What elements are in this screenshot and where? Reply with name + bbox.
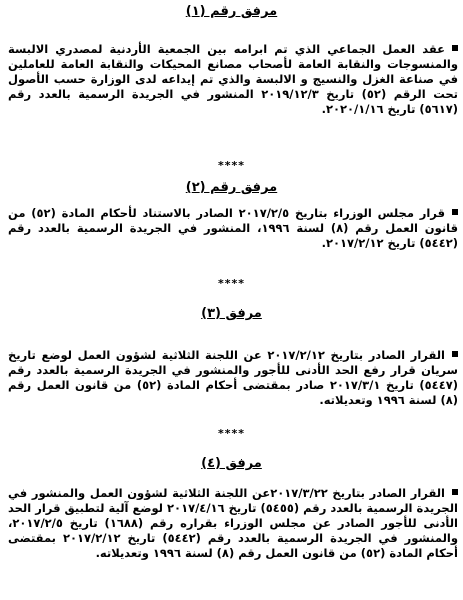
attachment-4-text: القرار الصادر بتاريخ ٢٠١٧/٣/٢٢عن اللجنة الثلاثية لشؤون العمل والمنشور في الجريدة الرسمية بالعدد رقم (٥٤٥٥) تاريخ ٢٠١٧/٤/١٦ لوضع آلية لتطبيق قرار الحد الأدنى للأجور الصادر عن مجلس الوزراء بقراره رقم (١٦٨٨) تاريخ ٢٠١٧/٢/٥، والمنشور في الجريدة الرسمية بالعدد رقم (٥٤٤٢) تاريخ ٢٠١٧/٢/١٢ بمقتضى أحكام المادة (٥٢) من قانون العمل رقم (٨) لسنة ١٩٩٦ وتعديلاته. [8, 486, 458, 560]
bullet-icon [452, 209, 458, 215]
bullet-icon [452, 351, 458, 357]
attachment-4-paragraph [8, 486, 458, 561]
attachment-2-text: قرار مجلس الوزراء بتاريخ ٢٠١٧/٢/٥ الصادر بالاستناد لأحكام المادة (٥٢) من قانون العمل رقم (٨) لسنة ١٩٩٦، المنشور في الجريدة الرسمية بالعدد رقم (٥٤٤٢) تاريخ ٢٠١٧/٢/١٢. [8, 206, 458, 250]
attachment-3-heading: مرفق (٣) [201, 306, 262, 321]
attachment-1-heading: مرفق رقم (١) [185, 4, 278, 19]
attachment-3-paragraph [8, 348, 458, 408]
bullet-icon [452, 489, 458, 495]
attachment-2-paragraph [8, 206, 458, 251]
attachment-1-text: عقد العمل الجماعي الذي تم ابرامه بين الجمعية الأردنية لمصدري الالبسة والمنسوجات والنقابة العامة لأصحاب مصانع المحيكات والنقابة العامة للعاملين في صناعة الغزل والنسيج و الالبسة والذي تم إيداعه لدى الوزارة حسب الأصول تحت الرقم (٥٢) تاريخ ٢٠١٩/١٢/٣ المنشور في الجريدة الرسمية بالعدد رقم (٥٦١٧) تاريخ ٢٠٢٠/١/١٦. [8, 42, 458, 116]
attachment-1-paragraph [8, 42, 458, 117]
attachment-3-text: القرار الصادر بتاريخ ٢٠١٧/٢/١٢ عن اللجنة الثلاثية لشؤون العمل لوضع تاريخ سريان قرار رفع الحد الأدنى للأجور والمنشور في الجريدة الرسمية بالعدد رقم (٥٤٤٧) تاريخ ٢٠١٧/٣/١ صادر بمقتضى أحكام المادة (٥٢) من قانون العمل رقم (٨) لسنة ١٩٩٦ وتعديلاته. [8, 348, 458, 407]
bullet-icon [452, 45, 458, 51]
attachment-2-heading: مرفق رقم (٢) [185, 180, 278, 195]
attachment-4-heading: مرفق (٤) [201, 456, 262, 471]
separator-1: **** [217, 159, 245, 172]
separator-2: **** [217, 277, 245, 290]
separator-3: **** [217, 427, 245, 440]
